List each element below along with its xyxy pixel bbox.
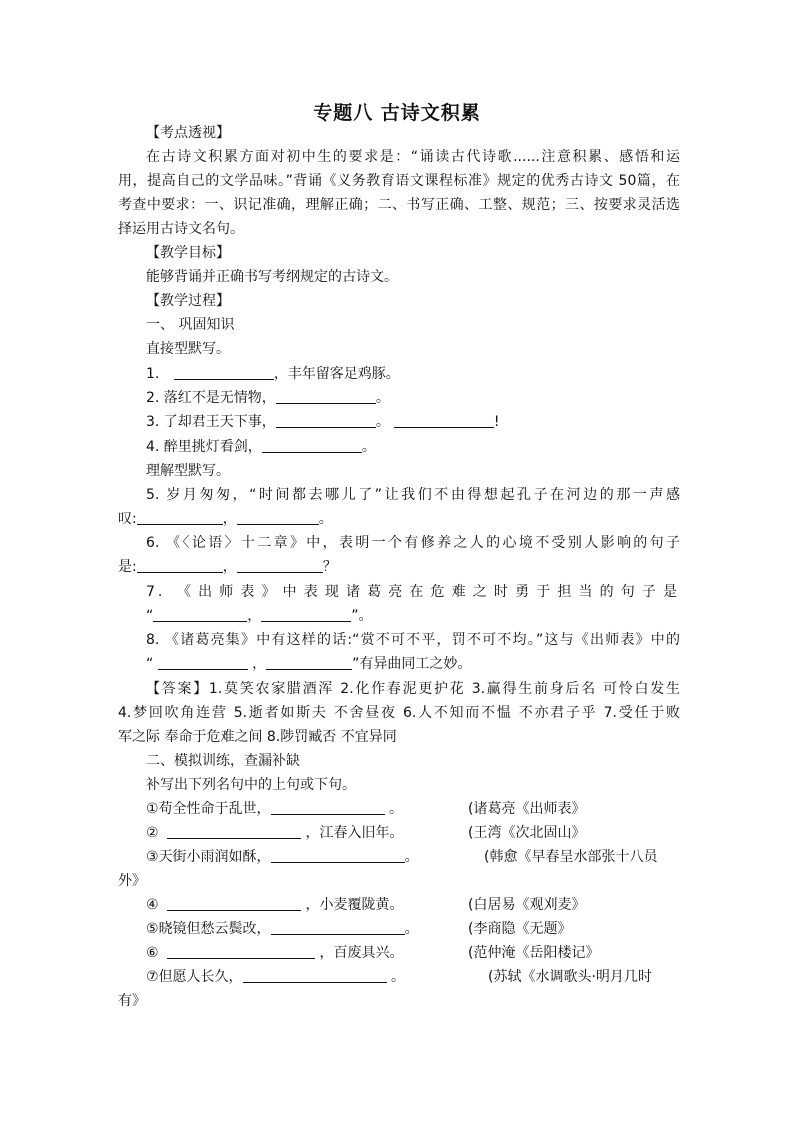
question-text: ，丰年留客足鸡豚。 bbox=[273, 366, 400, 382]
question-text: 4. 醉里挑灯看剑， bbox=[146, 439, 262, 455]
answer-blank[interactable] bbox=[137, 509, 223, 525]
item-text: 。 bbox=[404, 849, 419, 865]
question-text: ”有异曲同工之妙。 bbox=[352, 656, 472, 672]
source-citation: (韩愈《早春呈水部张十八员 bbox=[484, 849, 658, 865]
answer-blank[interactable] bbox=[158, 654, 248, 670]
question-text: 2. 落红不是无情物， bbox=[146, 390, 276, 406]
fill-item-2 bbox=[146, 821, 680, 845]
source-citation-continued: 有》 bbox=[118, 993, 146, 1009]
question-6-line-1: 6. 《〈论语〉十二章》中，表明一个有修养之人的心境不受别人影响的句子 bbox=[146, 535, 680, 551]
answer-blank[interactable] bbox=[167, 943, 315, 959]
question-8-line-2 bbox=[146, 652, 680, 676]
question-text: 。 bbox=[318, 511, 333, 527]
item-text: 但愿人长久， bbox=[158, 969, 243, 985]
question-8-line-1: 8. 《诸葛亮集》中有这样的话:“赏不可不平，罚不可不均。”这与《出师表》中的 bbox=[146, 632, 680, 648]
question-text: ， bbox=[247, 656, 267, 672]
item-number: ① bbox=[146, 801, 159, 817]
fill-item-6 bbox=[146, 941, 680, 965]
question-3 bbox=[146, 410, 680, 434]
answer-blank[interactable] bbox=[271, 919, 405, 935]
question-5-line-2 bbox=[118, 507, 680, 531]
question-text: 3. 了却君王天下事， bbox=[146, 414, 276, 430]
source-citation-continued: 外》 bbox=[118, 873, 146, 889]
answer-blank[interactable] bbox=[261, 606, 351, 622]
source-citation: (苏轼《水调歌头·明月几时 bbox=[488, 969, 652, 985]
intro-line-3: 考查中要求：一、识记准确，理解正确；二、书写正确、工整、规范；三、按要求灵活选 bbox=[118, 197, 680, 213]
question-text: 。 bbox=[375, 414, 390, 430]
answer-blank[interactable] bbox=[276, 412, 376, 428]
source-citation: (诸葛亮《出师表》 bbox=[468, 801, 586, 817]
answer-line-3: 军之际 奉命于危难之间 8.陟罚臧否 不宜异同 bbox=[118, 729, 397, 745]
item-number: ③ bbox=[146, 849, 159, 865]
question-4 bbox=[146, 435, 680, 459]
item-text: 。 bbox=[386, 969, 406, 985]
question-7-line-1: 7. 《出师表》中表现诸葛亮在危难之时勇于担当的句子是 bbox=[146, 584, 680, 600]
question-text: ， bbox=[247, 608, 262, 624]
question-7-line-2 bbox=[146, 604, 680, 628]
intro-line-1: 在古诗文积累方面对初中生的要求是：“诵读古代诗歌......注意积累、感悟和运 bbox=[146, 149, 680, 165]
section-heading-mubiao: 【教学目标】 bbox=[146, 245, 230, 261]
answer-blank[interactable] bbox=[266, 654, 352, 670]
answer-line-2: 4.梦回吹角连营 5.逝者如斯夫 不舍昼夜 6.人不知而不愠 不亦君子乎 7.受任于败 bbox=[118, 705, 680, 721]
answer-blank[interactable] bbox=[276, 388, 376, 404]
item-text bbox=[159, 897, 163, 913]
question-text: ! bbox=[493, 414, 500, 430]
item-text: 天街小雨润如酥， bbox=[158, 849, 271, 865]
source-citation: (王湾《次北固山》 bbox=[468, 825, 586, 841]
item-number: ④ bbox=[146, 897, 159, 913]
source-citation: (李商隐《无题》 bbox=[468, 921, 572, 937]
question-1 bbox=[146, 362, 680, 386]
part2-instruction: 补写出下列名句中的上句或下句。 bbox=[146, 777, 356, 793]
answer-blank[interactable] bbox=[167, 895, 301, 911]
section-heading-guocheng: 【教学过程】 bbox=[146, 293, 230, 309]
fill-item-5 bbox=[146, 917, 680, 941]
question-2 bbox=[146, 386, 680, 410]
item-text: 苟全性命于乱世， bbox=[158, 801, 271, 817]
intro-line-2: 用，提高自己的文学品味。”背诵《义务教育语文课程标准》规定的优秀古诗文 50篇，在 bbox=[118, 173, 680, 189]
fill-item-1 bbox=[146, 797, 680, 821]
teaching-goal: 能够背诵并正确书写考纲规定的古诗文。 bbox=[146, 269, 398, 285]
answer-blank[interactable] bbox=[262, 437, 362, 453]
answer-blank[interactable] bbox=[271, 847, 405, 863]
answer-blank[interactable] bbox=[243, 967, 387, 983]
item-text bbox=[159, 945, 163, 961]
question-text: 叹: bbox=[118, 511, 137, 527]
item-number: ② bbox=[146, 825, 159, 841]
question-text: ”。 bbox=[351, 608, 373, 624]
answer-blank[interactable] bbox=[394, 412, 494, 428]
item-text: 。 bbox=[404, 921, 419, 937]
answer-blank[interactable] bbox=[167, 823, 301, 839]
source-citation: (白居易《观刈麦》 bbox=[468, 897, 586, 913]
item-text: 。 bbox=[384, 801, 404, 817]
direct-heading: 直接型默写。 bbox=[146, 341, 230, 357]
fill-item-4 bbox=[146, 893, 680, 917]
question-text: “ bbox=[146, 656, 158, 672]
item-text: 晓镜但愁云鬓改， bbox=[158, 921, 271, 937]
answer-blank[interactable] bbox=[174, 364, 274, 380]
answer-blank[interactable] bbox=[153, 606, 247, 622]
answer-line-1: 【答案】1.莫笑农家腊酒浑 2.化作春泥更护花 3.赢得生前身后名 可怜白发生 bbox=[146, 681, 680, 697]
understand-heading: 理解型默写。 bbox=[146, 463, 230, 479]
question-text: 。 bbox=[375, 390, 390, 406]
answer-blank[interactable] bbox=[237, 509, 319, 525]
item-number: ⑥ bbox=[146, 945, 159, 961]
question-text: 。 bbox=[361, 439, 376, 455]
source-citation: (范仲淹《岳阳楼记》 bbox=[468, 945, 600, 961]
question-text: ， bbox=[222, 511, 237, 527]
question-text: ？ bbox=[322, 559, 337, 575]
item-text bbox=[159, 825, 163, 841]
page-title: 专题八 古诗文积累 bbox=[313, 102, 481, 124]
answer-blank[interactable] bbox=[137, 557, 223, 573]
question-text: 是: bbox=[118, 559, 137, 575]
question-number: 1. bbox=[146, 366, 160, 382]
part1-heading: 一、 巩固知识 bbox=[146, 317, 235, 333]
question-text: ， bbox=[222, 559, 237, 575]
question-5-line-1: 5. 岁月匆匆，“时间都去哪儿了”让我们不由得想起孔子在河边的那一声感 bbox=[146, 487, 680, 503]
question-6-line-2 bbox=[118, 555, 680, 579]
item-text: ，江春入旧年。 bbox=[301, 825, 404, 841]
answer-blank[interactable] bbox=[271, 799, 385, 815]
intro-line-4: 择运用古诗文名句。 bbox=[118, 221, 244, 237]
item-text: ，百废具兴。 bbox=[315, 945, 404, 961]
item-number: ⑤ bbox=[146, 921, 159, 937]
section-heading-kaodian: 【考点透视】 bbox=[146, 125, 230, 141]
item-number: ⑦ bbox=[146, 969, 159, 985]
answer-blank[interactable] bbox=[237, 557, 323, 573]
item-text: ，小麦覆陇黄。 bbox=[301, 897, 404, 913]
part2-heading: 二、模拟训练，查漏补缺 bbox=[146, 753, 300, 769]
question-text: “ bbox=[146, 608, 154, 624]
